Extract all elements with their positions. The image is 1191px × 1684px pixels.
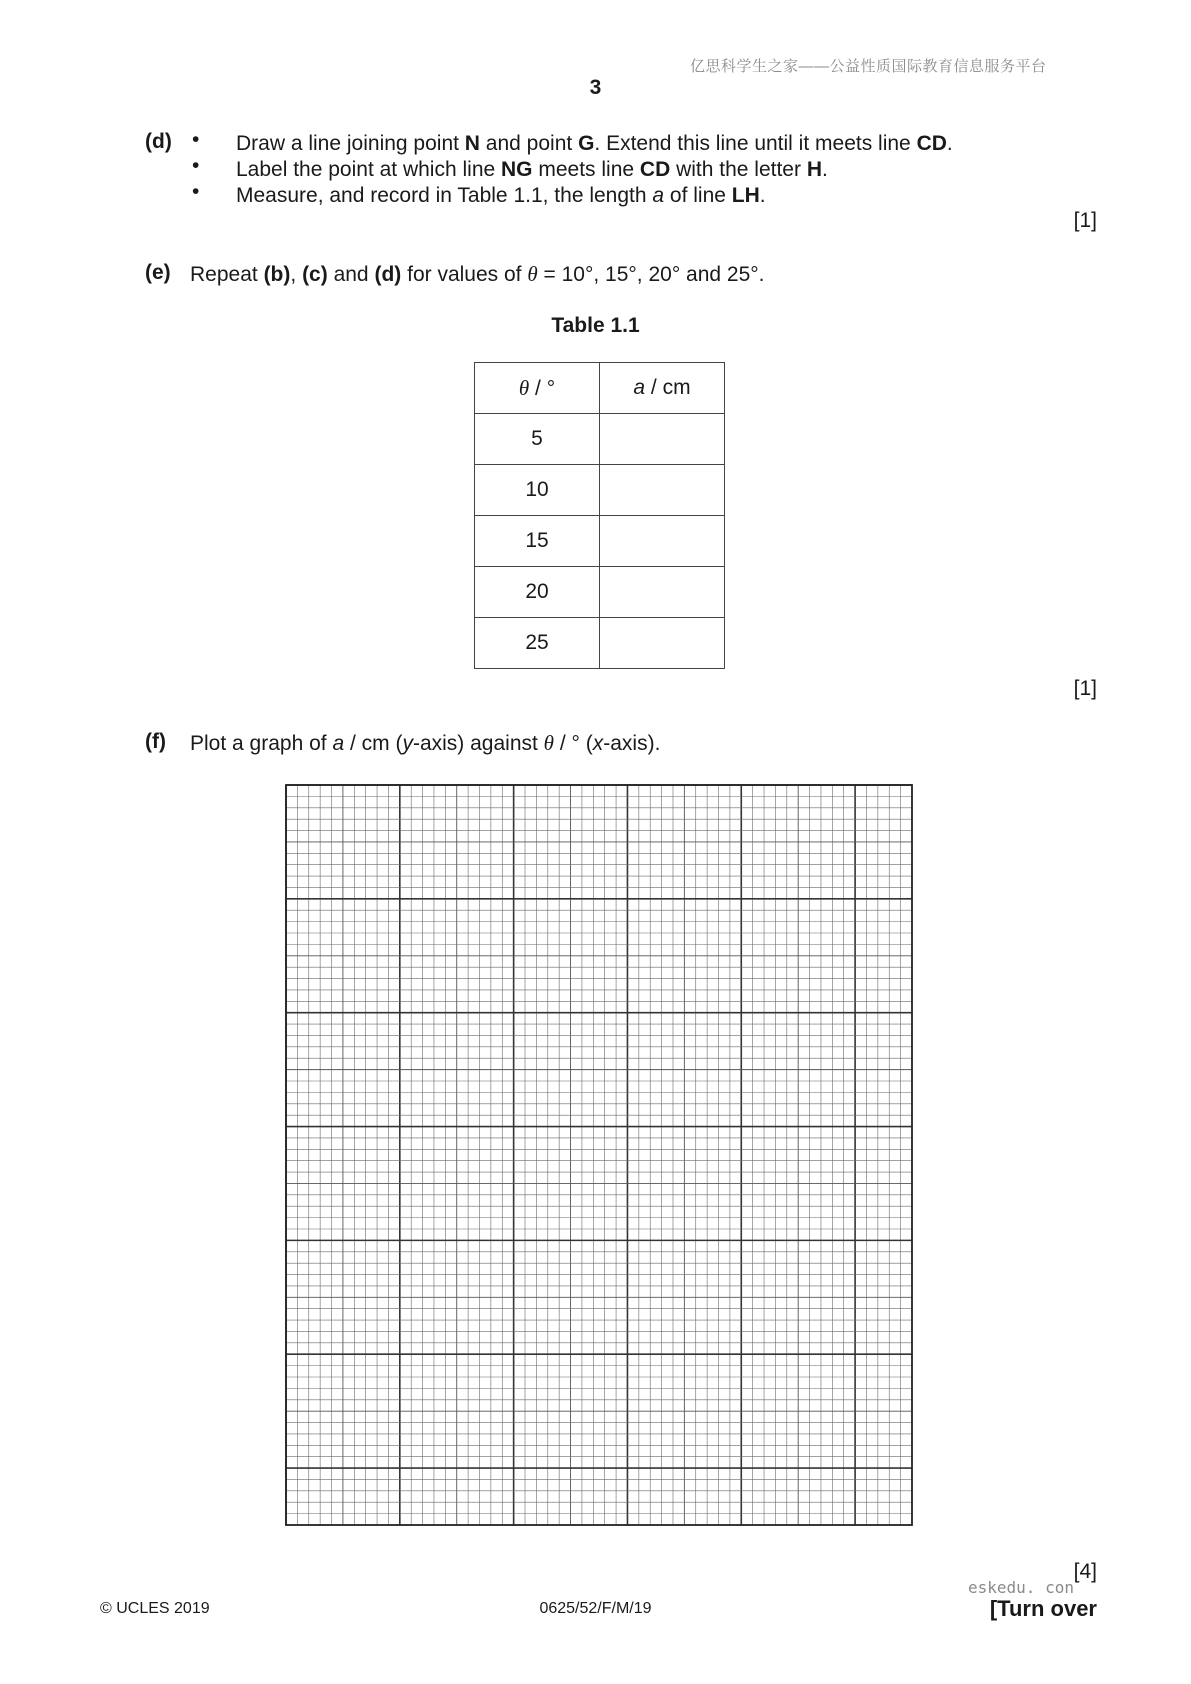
text-bold: CD (916, 132, 947, 155)
answer-cell[interactable] (600, 414, 725, 465)
header-a (600, 363, 725, 414)
turn-over: [Turn over (989, 1596, 1097, 1621)
text-segment: and point (479, 132, 579, 155)
table-header-row (475, 363, 725, 414)
text-bold: LH (731, 184, 760, 207)
text-italic: a (652, 184, 665, 207)
text-bold: H (806, 158, 822, 181)
text-segment: Plot a graph of (190, 732, 333, 755)
table-caption: Table 1.1 (551, 314, 640, 337)
table-row (475, 567, 725, 618)
table-row (475, 465, 725, 516)
part-e-mark: [1] (1073, 677, 1097, 700)
text-segment: Measure, and record in Table 1.1, the length (236, 184, 653, 207)
answer-cell[interactable] (600, 618, 725, 669)
theta-cell: 25 (475, 618, 600, 669)
grid-border (286, 785, 912, 1525)
text-italic: a (332, 732, 345, 755)
text-segment: . Extend this line until it meets line (594, 132, 917, 155)
text-segment: . (946, 132, 953, 155)
text-segment: / ° ( (554, 732, 593, 755)
theta-cell: 10 (475, 465, 600, 516)
watermark-header: 亿思科学生之家——公益性质国际教育信息服务平台 (690, 58, 1047, 75)
text-segment: . (821, 158, 828, 181)
text-segment: of line (664, 184, 732, 207)
unit-label: / cm (645, 376, 691, 399)
part-f-label: (f) (145, 730, 166, 753)
text-segment: = 10°, 15°, 20° and 25°. (537, 263, 765, 286)
answer-cell[interactable] (600, 465, 725, 516)
text-segment: and (327, 263, 375, 286)
text-bold: (b) (263, 263, 291, 286)
text-bold: G (578, 132, 595, 155)
graph-paper-grid[interactable] (285, 784, 913, 1526)
part-e-text (190, 261, 765, 288)
text-segment: for values of (401, 263, 528, 286)
bullet-1: • (192, 128, 200, 151)
text-segment: -axis) against (412, 732, 544, 755)
bullet-3: • (192, 180, 200, 203)
text-segment: meets line (532, 158, 640, 181)
paper-code: 0625/52/F/M/19 (539, 1600, 652, 1617)
watermark-footer: eskedu. con (968, 1578, 1074, 1597)
a-symbol: a (633, 376, 646, 399)
part-d-line-3 (236, 182, 766, 209)
header-theta (475, 363, 600, 414)
part-d-mark: [1] (1073, 209, 1097, 232)
text-italic: x (592, 732, 604, 755)
table-row (475, 414, 725, 465)
table-row (475, 618, 725, 669)
answer-cell[interactable] (600, 567, 725, 618)
part-d-line-2 (236, 156, 828, 183)
part-e-label: (e) (145, 261, 171, 284)
copyright: © UCLES 2019 (100, 1600, 210, 1617)
text-segment: , (290, 263, 303, 286)
part-f-mark: [4] (1073, 1560, 1097, 1583)
part-f-text (190, 730, 660, 757)
theta-cell: 5 (475, 414, 600, 465)
theta-symbol: θ (518, 375, 530, 400)
text-segment: with the letter (670, 158, 807, 181)
text-bold: NG (501, 158, 533, 181)
text-segment: . (759, 184, 766, 207)
text-segment: -axis). (603, 732, 661, 755)
text-segment: / cm ( (344, 732, 403, 755)
page-number: 3 (589, 76, 602, 99)
part-d-line-1 (236, 130, 953, 157)
text-bold: (c) (302, 263, 328, 286)
text-segment: Label the point at which line (236, 158, 502, 181)
bullet-2: • (192, 154, 200, 177)
unit-label: / ° (529, 376, 556, 400)
answer-cell[interactable] (600, 516, 725, 567)
text-segment: Repeat (190, 263, 264, 286)
text-segment: Draw a line joining point (236, 132, 465, 155)
theta-cell: 20 (475, 567, 600, 618)
text-bold: (d) (374, 263, 402, 286)
table-row (475, 516, 725, 567)
part-d-label: (d) (145, 130, 172, 153)
theta-symbol: θ (527, 262, 538, 286)
text-italic: y (402, 732, 413, 755)
theta-cell: 15 (475, 516, 600, 567)
theta-symbol: θ (543, 731, 554, 755)
text-bold: N (464, 132, 480, 155)
results-table (474, 362, 725, 669)
text-bold: CD (639, 158, 671, 181)
